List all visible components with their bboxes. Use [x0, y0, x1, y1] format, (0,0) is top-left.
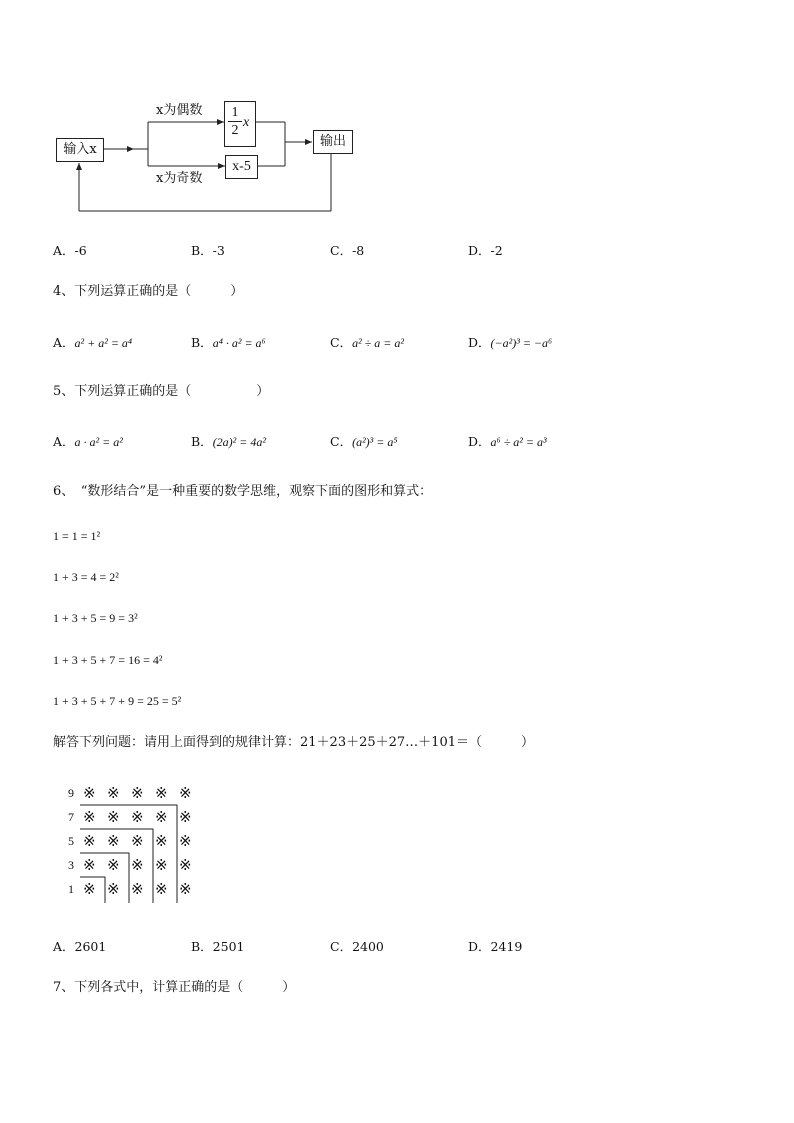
q4-option-a[interactable]: [53, 335, 132, 351]
flowchart-input-label: 输入x: [63, 142, 97, 157]
grid-symbol: ※: [155, 808, 168, 826]
q5-option-c[interactable]: [330, 434, 398, 450]
q6-option-c[interactable]: C．2400: [330, 939, 384, 954]
q5-option-d-expr: a⁶ ÷ a² = a³: [490, 435, 547, 449]
grid-symbol: ※: [155, 856, 168, 874]
grid-symbol: ※: [107, 784, 120, 802]
grid-symbol: ※: [155, 880, 168, 898]
q4-option-b[interactable]: [191, 335, 266, 351]
flowchart-branch-odd-label: x为奇数: [156, 171, 203, 186]
grid-symbol: ※: [107, 856, 120, 874]
grid-symbol: ※: [107, 880, 120, 898]
q6-equation-3: 1 + 3 + 5 = 9 = 3²: [53, 611, 138, 625]
grid-symbol: ※: [83, 832, 96, 850]
grid-symbol: ※: [155, 832, 168, 850]
grid-symbol: ※: [83, 856, 96, 874]
q5-option-c-label: C．: [330, 434, 353, 449]
q5-option-c-expr: (a²)³ = a⁵: [352, 435, 398, 449]
flowchart-odd-op: x-5: [232, 159, 251, 174]
q5-option-b-expr: (2a)² = 4a²: [212, 435, 266, 449]
q5-stem: 5、下列运算正确的是（ ）: [53, 384, 270, 399]
grid-symbol: ※: [131, 880, 144, 898]
q3-option-c[interactable]: C．-8: [330, 243, 365, 258]
q4-option-c-expr: a² ÷ a = a²: [352, 336, 404, 350]
q4-option-d-label: D．: [468, 335, 491, 350]
grid-symbol: ※: [179, 808, 192, 826]
grid-symbol: ※: [83, 880, 96, 898]
q6-option-b[interactable]: B．2501: [191, 939, 245, 954]
q6-equation-1: 1 = 1 = 1²: [53, 529, 101, 543]
grid-symbol: ※: [179, 832, 192, 850]
q6-question: 解答下列问题：请用上面得到的规律计算：21＋23＋25＋27…＋101＝（ ）: [53, 735, 534, 750]
q4-option-d[interactable]: [468, 335, 552, 351]
flowchart-output-box: [313, 130, 353, 154]
flowchart-branch-even-label: x为偶数: [156, 103, 203, 118]
q5-option-a[interactable]: [53, 434, 123, 450]
q4-option-d-expr: (−a²)³ = −a⁶: [490, 336, 553, 350]
flowchart-odd-op-box: [225, 155, 258, 179]
fraction-numerator: 1: [231, 105, 239, 120]
q4-option-a-label: A．: [53, 335, 75, 350]
q5-option-b-label: B．: [191, 434, 213, 449]
q5-option-a-expr: a · a² = a²: [74, 435, 123, 449]
q4-option-b-label: B．: [191, 335, 213, 350]
q4-stem: 4、下列运算正确的是（ ）: [53, 284, 244, 299]
q6-grid-row-label-3: 3: [68, 858, 74, 872]
grid-symbol: ※: [179, 856, 192, 874]
q6-equation-2: 1 + 3 = 4 = 2²: [53, 570, 119, 584]
fraction: [228, 104, 242, 139]
grid-symbol: ※: [131, 832, 144, 850]
q3-option-d[interactable]: D．-2: [468, 243, 503, 258]
q4-option-b-expr: a⁴ · a² = a⁶: [212, 336, 266, 350]
q6-option-a[interactable]: A．2601: [53, 939, 107, 954]
q5-option-d[interactable]: [468, 434, 547, 450]
fraction-denominator: 2: [231, 123, 239, 138]
q6-equation-5: 1 + 3 + 5 + 7 + 9 = 25 = 5²: [53, 694, 182, 708]
q4-option-c[interactable]: [330, 335, 404, 351]
q6-grid-figure: [60, 780, 210, 905]
q6-grid-row-label-5: 5: [68, 834, 74, 848]
q3-option-a[interactable]: A．-6: [53, 243, 87, 258]
flowchart-even-op-box: [224, 101, 256, 147]
q4-option-c-label: C．: [330, 335, 353, 350]
q6-stem: 6、 “数形结合”是一种重要的数学思维，观察下面的图形和算式：: [53, 484, 433, 499]
grid-symbol: ※: [155, 784, 168, 802]
q7-stem: 7、下列各式中，计算正确的是（ ）: [53, 980, 296, 995]
q3-option-b[interactable]: B．-3: [191, 243, 225, 258]
q5-option-d-label: D．: [468, 434, 491, 449]
flowchart-lines: [0, 0, 794, 220]
q6-grid-row-label-1: 1: [68, 882, 74, 896]
q5-option-b[interactable]: [191, 434, 266, 450]
grid-symbol: ※: [83, 808, 96, 826]
grid-symbol: ※: [131, 856, 144, 874]
q6-equation-4: 1 + 3 + 5 + 7 = 16 = 4²: [53, 653, 163, 667]
grid-symbol: ※: [107, 832, 120, 850]
q6-grid-row-label-7: 7: [68, 810, 74, 824]
grid-symbol: ※: [179, 880, 192, 898]
grid-symbol: ※: [131, 808, 144, 826]
fraction-variable: x: [243, 115, 250, 130]
flowchart-output-label: 输出: [319, 134, 346, 149]
grid-symbol: ※: [83, 784, 96, 802]
q5-option-a-label: A．: [53, 434, 75, 449]
grid-symbol: ※: [179, 784, 192, 802]
q6-grid-row-label-9: 9: [68, 786, 74, 800]
flowchart-input-box: [56, 138, 104, 162]
q6-option-d[interactable]: D．2419: [468, 939, 523, 954]
flowchart: [0, 0, 794, 220]
grid-symbol: ※: [131, 784, 144, 802]
q4-option-a-expr: a² + a² = a⁴: [74, 336, 133, 350]
grid-symbol: ※: [107, 808, 120, 826]
